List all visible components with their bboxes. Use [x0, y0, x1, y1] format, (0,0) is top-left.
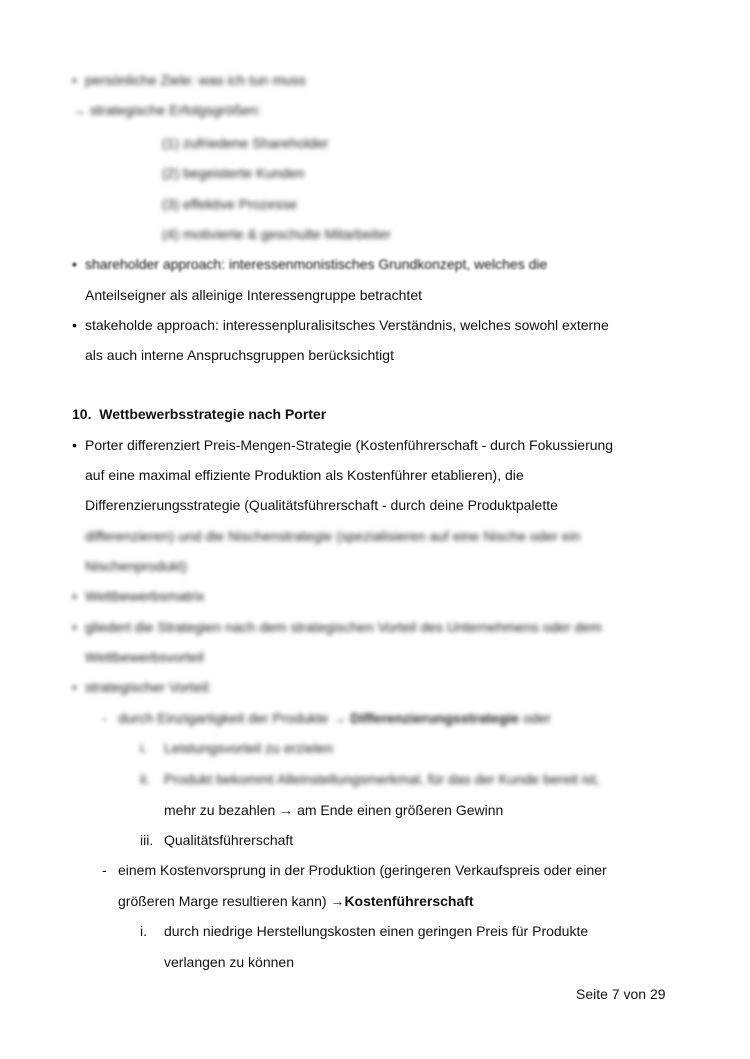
shareholder-continuation	[85, 286, 422, 304]
line-text: Produkt bekommt Alleinstellungsmerkmal, für das der Kunde bereit ist,	[164, 771, 600, 787]
sublist-item-ii-continuation	[164, 801, 503, 819]
bullet-glyph: •	[72, 588, 77, 604]
bullet-shareholder-approach	[72, 255, 547, 273]
line-text: oder	[519, 710, 551, 726]
sublist-item-ii	[140, 770, 600, 788]
bullet-glyph: •	[72, 256, 77, 272]
bullet-glyph: •	[72, 317, 77, 333]
line-text: differenzieren) und die Nischenstrategie (spezialisieren auf eine Nische oder ein	[85, 528, 581, 544]
bullet-competition-matrix	[72, 587, 205, 605]
bullet-glyph: •	[72, 619, 77, 635]
arrow-glyph: →	[72, 102, 86, 118]
line-text: gliedert die Strategien nach dem strategischen Vorteil des Unternehmens oder dem	[85, 619, 602, 635]
bullet-glyph: •	[72, 72, 77, 88]
bullet-glyph: •	[72, 679, 77, 695]
stakeholder-continuation	[85, 346, 394, 364]
line-text: strategischer Vorteil:	[85, 679, 212, 695]
line-text: Qualitätsführerschaft	[164, 832, 294, 848]
list-numeral: i.	[140, 923, 147, 939]
line-text: (3) effektive Prozesse	[162, 196, 298, 212]
cost-sublist-item-i	[140, 922, 588, 940]
cost-sublist-item-i-continuation	[164, 953, 294, 971]
line-text: strategische Erfolgsgrößen:	[89, 102, 262, 118]
line-text: Wettbewerbsvorteil	[85, 649, 204, 665]
porter-continuation-2	[85, 496, 558, 514]
dash-cost-advantage	[102, 861, 607, 879]
line-text: Nischenprodukt)	[85, 558, 187, 574]
sublist-item-i	[140, 739, 333, 757]
line-text: Porter differenziert Preis-Mengen-Strategie (Kostenführerschaft - durch Fokussierung	[85, 437, 614, 453]
list-item-4	[162, 225, 391, 243]
line-text: (1) zufriedene Shareholder	[162, 135, 329, 151]
porter-continuation-3	[85, 527, 580, 545]
line-text: größeren Marge resultieren kann) →	[118, 893, 345, 909]
line-text: shareholder approach: interessenmonistisches Grundkonzept, welches die	[85, 256, 548, 272]
sublist-item-iii	[140, 831, 293, 849]
bullet-strategy-breakdown	[72, 618, 602, 636]
line-text: durch niedrige Herstellungskosten einen geringen Preis für Produkte	[164, 923, 589, 939]
line-text: Leistungsvorteil zu erzielen	[164, 740, 333, 756]
bullet-strategic-advantage	[72, 678, 212, 696]
line-text: als auch interne Anspruchsgruppen berücksichtigt	[85, 347, 394, 363]
line-text: Differenzierungsstrategie (Qualitätsführerschaft - durch deine Produktpalette	[85, 497, 558, 513]
dash-uniqueness	[102, 709, 551, 727]
differentiation-strategy-term: Differenzierungsstrategie	[350, 710, 520, 726]
line-text: verlangen zu können	[164, 954, 294, 970]
line-text: auf eine maximal effiziente Produktion als Kostenführer etablieren), die	[85, 467, 524, 483]
bullet-personal-goals	[72, 71, 306, 89]
bullet-porter	[72, 436, 613, 454]
line-text: (2) begeisterte Kunden	[162, 165, 305, 181]
heading-title: Wettbewerbsstrategie nach Porter	[99, 406, 327, 422]
line-text: mehr zu bezahlen → am Ende einen größeren Gewinn	[164, 802, 504, 818]
dash-glyph: -	[102, 710, 107, 726]
list-numeral: iii.	[140, 832, 154, 848]
line-text: durch Einzigartigkeit der Produkte →	[118, 710, 351, 726]
page-number: Seite 7 von 29	[576, 986, 666, 1002]
arrow-strategic-goals	[72, 101, 261, 119]
list-item-1	[162, 134, 329, 152]
bullet-glyph: •	[72, 437, 77, 453]
cost-leadership-term: Kostenführerschaft	[344, 893, 474, 909]
section-heading	[72, 405, 326, 423]
cost-advantage-continuation	[118, 892, 474, 910]
line-text: persönliche Ziele: was ich tun muss	[85, 72, 306, 88]
dash-glyph: -	[102, 862, 107, 878]
porter-continuation-1	[85, 466, 524, 484]
list-item-3	[162, 195, 297, 213]
heading-number: 10.	[72, 406, 92, 422]
list-numeral: ii.	[140, 771, 151, 787]
line-text: Wettbewerbsmatrix	[85, 588, 205, 604]
list-numeral: i.	[140, 740, 147, 756]
line-text: Anteilseigner als alleinige Interessengruppe betrachtet	[85, 287, 422, 303]
list-item-2	[162, 164, 304, 182]
bullet-stakeholder-approach	[72, 316, 609, 334]
line-text: stakeholde approach: interessenpluralisitsches Verständnis, welches sowohl externe	[85, 317, 609, 333]
line-text: einem Kostenvorsprung in der Produktion (geringeren Verkaufspreis oder einer	[118, 862, 607, 878]
breakdown-continuation	[85, 648, 204, 666]
porter-continuation-4	[85, 557, 187, 575]
line-text: (4) motivierte & geschulte Mitarbeiter	[162, 226, 391, 242]
